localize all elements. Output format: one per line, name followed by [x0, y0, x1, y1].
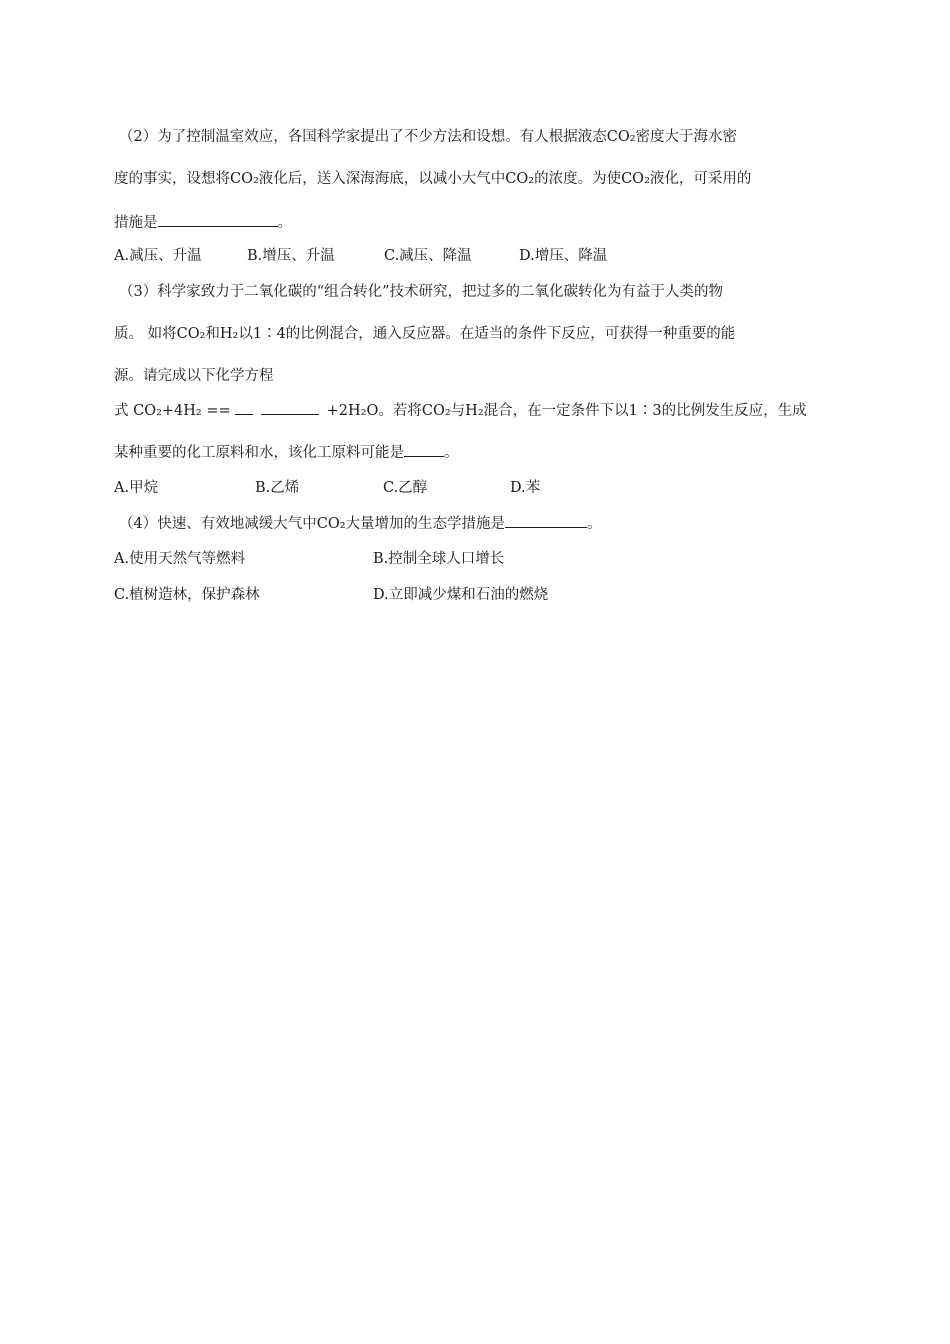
q3-answer-blank[interactable]: [404, 442, 444, 457]
q2-line-3: [114, 212, 292, 233]
q2-line-1: （2）为了控制温室效应，各国科学家提出了不少方法和设想。有人根据液态CO₂密度大于海水密: [119, 129, 738, 145]
q4-option-c: C.植树造林，保护森林: [114, 587, 260, 603]
q3-equation-suffix: +2H₂O。若将CO₂与H₂混合，在一定条件下以1∶3的比例发生反应，生成: [326, 403, 807, 419]
q2-option-c: C.减压、降温: [384, 248, 472, 264]
q2-line-3-suffix: 。: [277, 215, 292, 231]
q2-option-a: A.减压、升温: [114, 248, 202, 264]
q4-option-d: D.立即减少煤和石油的燃烧: [373, 587, 549, 603]
q3-line-2: 质。 如将CO₂和H₂以1∶4的比例混合，通入反应器。在适当的条件下反应，可获得一种重要的能: [114, 326, 736, 342]
q3-option-a: A.甲烷: [114, 480, 159, 496]
q3-line-5-suffix: 。: [444, 445, 459, 461]
q3-line-3: 源。请完成以下化学方程: [114, 368, 274, 384]
q4-option-b: B.控制全球人口增长: [373, 551, 505, 567]
q4-line-1: [119, 513, 602, 534]
q3-line-1: （3）科学家致力于二氧化碳的“组合转化”技术研究，把过多的二氧化碳转化为有益于人类的物: [119, 284, 724, 300]
q3-equation-line: [114, 400, 807, 421]
q4-line-1-prefix: （4）快速、有效地减缓大气中CO₂大量增加的生态学措施是: [119, 516, 506, 532]
q2-line-2: 度的事实，设想将CO₂液化后，送入深海海底，以减小大气中CO₂的浓度。为使CO₂液化，可采用的: [114, 171, 752, 187]
q3-equation-prefix: 式 CO₂+4H₂ ==: [114, 403, 231, 419]
q2-option-b: B.增压、升温: [247, 248, 335, 264]
q4-line-1-suffix: 。: [587, 516, 602, 532]
q2-option-d: D.增压、降温: [519, 248, 608, 264]
q3-option-c: C.乙醇: [383, 480, 428, 496]
q3-option-b: B.乙烯: [255, 480, 300, 496]
q3-line-5: [114, 442, 459, 463]
q3-equation-blank-1[interactable]: [235, 400, 253, 415]
q3-line-5-prefix: 某种重要的化工原料和水，该化工原料可能是: [114, 445, 404, 461]
q3-option-d: D.苯: [510, 480, 541, 496]
q2-line-3-prefix: 措施是: [114, 215, 158, 231]
q4-answer-blank[interactable]: [505, 513, 587, 528]
q4-option-a: A.使用天然气等燃料: [114, 551, 246, 567]
q3-equation-blank-2[interactable]: [261, 400, 319, 415]
q2-answer-blank[interactable]: [158, 212, 278, 227]
